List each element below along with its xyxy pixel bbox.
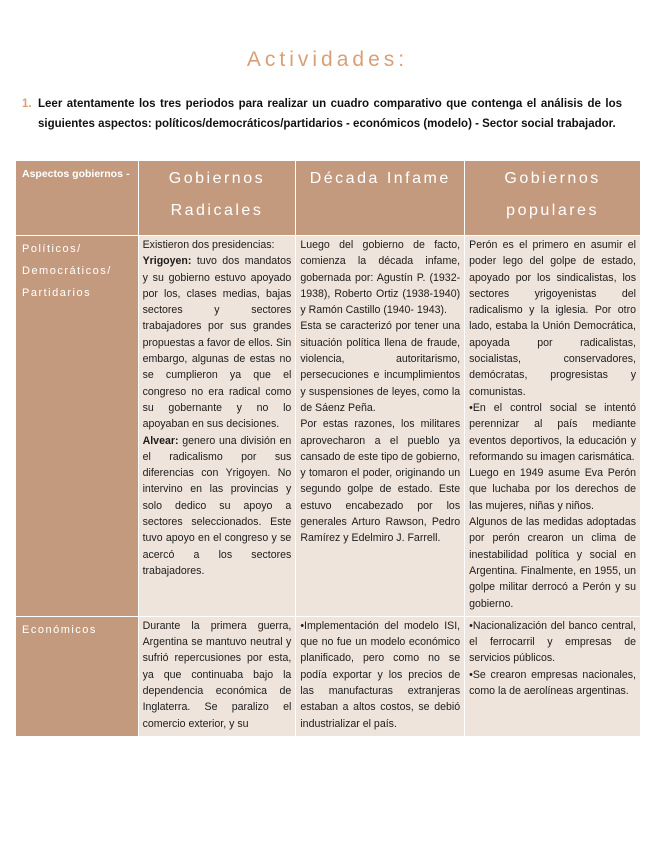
infame-p1: Luego del gobierno de facto, comienza la década infame, gobernada por: Agustín P. (1932- 1938), Roberto Ortiz (1938-1940) y Ramón Castillo (1940- 1943). [300, 239, 461, 317]
populares-p2: •En el control social se intentó perennizar al país mediante eventos deportivos, la educación y reformando su imagen carismática. [469, 401, 636, 463]
header-aspect-dash: - [126, 168, 130, 180]
row-aspect-economicos: Económicos [16, 616, 139, 736]
instruction-text: Leer atentamente los tres periodos para realizar un cuadro comparativo que contenga el análisis de los siguientes aspectos: políticos/democráticos/partidarios - económicos (modelo) - Sector social trabajador. [38, 98, 622, 130]
instruction [22, 94, 622, 134]
comparison-table [15, 160, 641, 737]
cell-economicos-radicales: Durante la primera guerra, Argentina se mantuvo neutral y sufrió repercusiones por esta, ya que continuaba bajo la dependencia económica de Inglaterra. Se paralizo el comercio exterior, y su [138, 616, 296, 736]
cell-economicos-infame: •Implementación del modelo ISI, que no fue un modelo económico planificado, pero como no se podía exportar y los precios de las manufacturas extranjeras estaban a altos costos, se debió industrializar el país. [296, 616, 465, 736]
table-header-row [16, 161, 641, 236]
infame-p2: Esta se caracterizó por tener una situación política llena de fraude, violencia, autoritarismo, persecuciones e incumplimientos y suspensiones de leyes, como la de Sáenz Peña. [300, 320, 461, 414]
page-title: Actividades: [246, 48, 409, 71]
cell-politicos-populares [465, 236, 641, 617]
cell-politicos-infame [296, 236, 465, 617]
header-infame: Década Infame [296, 161, 465, 236]
radicales-intro: Existieron dos presidencias: [142, 239, 275, 251]
cell-politicos-radicales [138, 236, 296, 617]
econ-populares-p2: •Se crearon empresas nacionales, como la de aerolíneas argentinas. [469, 668, 636, 698]
table-row-politicos [16, 236, 641, 617]
header-populares: Gobiernos populares [465, 161, 641, 236]
alvear-label: Alvear: [142, 434, 179, 447]
alvear-text: genero una división en el radicalismo por sus diferencias con Yrigoyen. No intervino en las provincias y solo dedico su apoyo a sectores seleccionados. Este tuvo apoyo en el congreso y se acercó a los sectores trabajadores. [142, 434, 292, 577]
populares-p3: Luego en 1949 asume Eva Perón que luchaba por los derechos de las mujeres, niñas y niños. [469, 467, 636, 512]
yrigoyen-label: Yrigoyen: [142, 255, 192, 268]
populares-p4: Algunos de las medidas adoptadas por perón crearon un clima de inestabilidad política y social en Argentina. Finalmente, en 1955, un golpe militar derrocó a Perón y su gobierno. [469, 516, 636, 610]
row-aspect-politicos: Políticos/ Democráticos/ Partidarios [16, 236, 139, 617]
instruction-number: 1. [22, 98, 32, 110]
header-aspect-cell [16, 161, 139, 236]
infame-p3: Por estas razones, los militares aprovecharon a el pueblo ya cansado de este tipo de gobierno, y tomaron el poder, originando un segundo golpe de estado. Este estuvo encabezado por los generales Arturo Rawson, Pedro Ramírez y Edelmiro J. Farrell. [300, 418, 461, 545]
cell-economicos-populares [465, 616, 641, 736]
econ-populares-p1: •Nacionalización del banco central, el ferrocarril y empresas de servicios públicos. [469, 619, 636, 665]
radicales-yrigoyen [143, 253, 292, 432]
table-row-economicos [16, 616, 641, 736]
yrigoyen-text: tuvo dos mandatos y su gobierno estuvo apoyado por los, clases medias, bajas sectores y sectores trabajadores por sus grandes propuestas a favor de ellos. Sin embargo, algunas de estas no se cumplieron ya que el congreso no era radical como su gobernante y no lo apoyaban en sus decisiones. [142, 255, 292, 431]
populares-p1: Perón es el primero en asumir el poder lego del golpe de estado, apoyado por los sindicalistas, los sectores yrigoyenistas del radicalismo y la iglesia. Por otro lado, estaba la Unión Democrática, apoyada por radicalistas, socialistas, conservadores, demócratas, progresistas y comunistas. [469, 239, 636, 398]
header-aspect-label: Aspectos gobiernos [22, 168, 123, 180]
header-radicales: Gobiernos Radicales [138, 161, 296, 236]
radicales-alvear [143, 433, 292, 580]
